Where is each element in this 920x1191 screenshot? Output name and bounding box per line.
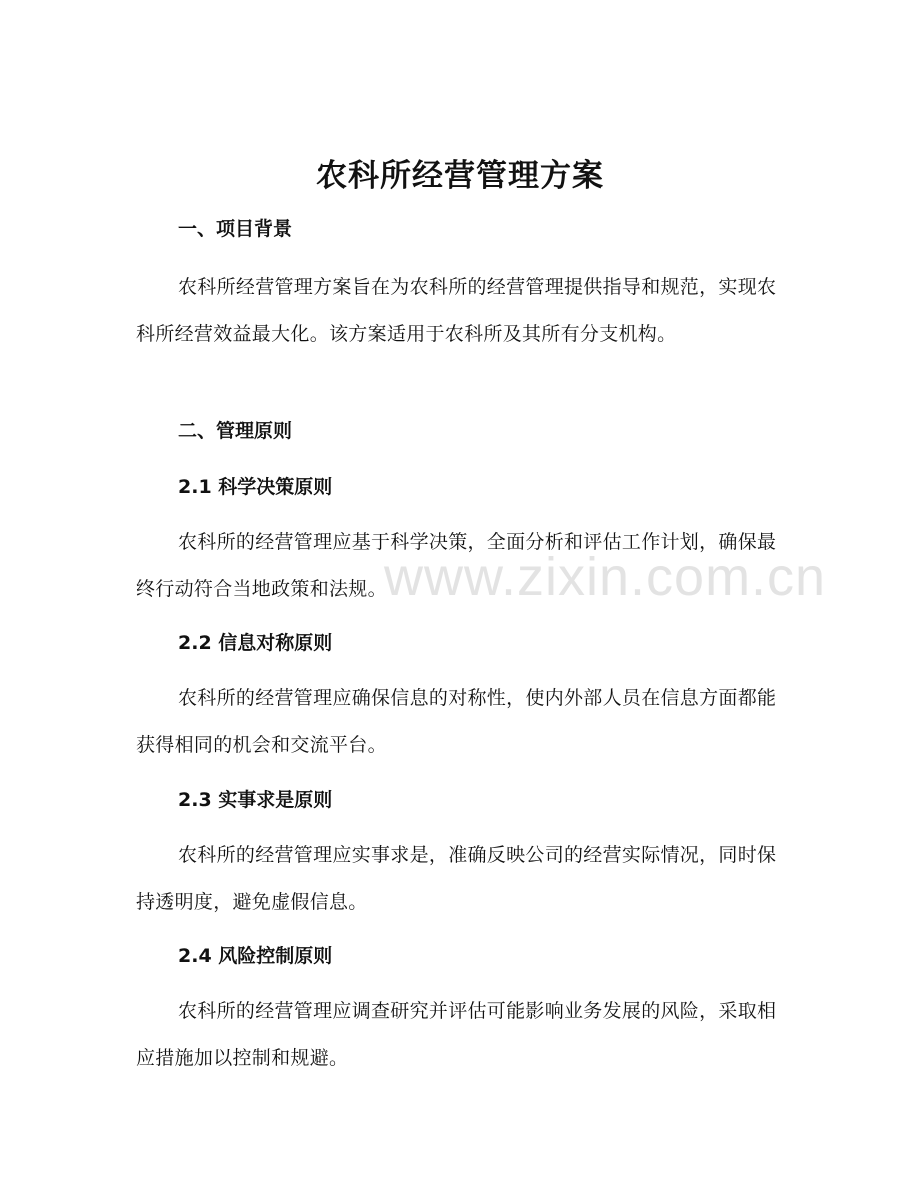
paragraph-2-1: 农科所的经营管理应基于科学决策，全面分析和评估工作计划，确保最终行动符合当地政策和法规。: [136, 531, 777, 600]
paragraph-2-2: 农科所的经营管理应确保信息的对称性，使内外部人员在信息方面都能获得相同的机会和交流平台。: [136, 687, 777, 756]
document-title: 农科所经营管理方案: [316, 158, 604, 194]
section-heading-background: 一、项目背景: [178, 218, 293, 240]
subsection-heading-2-1: 2.1 科学决策原则: [178, 476, 333, 498]
watermark-text: www.zixin.com.cn: [384, 547, 827, 607]
paragraph-2-3: 农科所的经营管理应实事求是，准确反映公司的经营实际情况，同时保持透明度，避免虚假信息。: [136, 844, 777, 913]
subsection-heading-2-3: 2.3 实事求是原则: [178, 789, 333, 811]
section-heading-principles: 二、管理原则: [178, 420, 293, 442]
subsection-heading-2-4: 2.4 风险控制原则: [178, 945, 333, 967]
paragraph-2-4: 农科所的经营管理应调查研究并评估可能影响业务发展的风险，采取相应措施加以控制和规避。: [136, 1000, 777, 1069]
subsection-heading-2-2: 2.2 信息对称原则: [178, 632, 333, 654]
paragraph-background: 农科所经营管理方案旨在为农科所的经营管理提供指导和规范，实现农科所经营效益最大化。该方案适用于农科所及其所有分支机构。: [136, 276, 777, 345]
